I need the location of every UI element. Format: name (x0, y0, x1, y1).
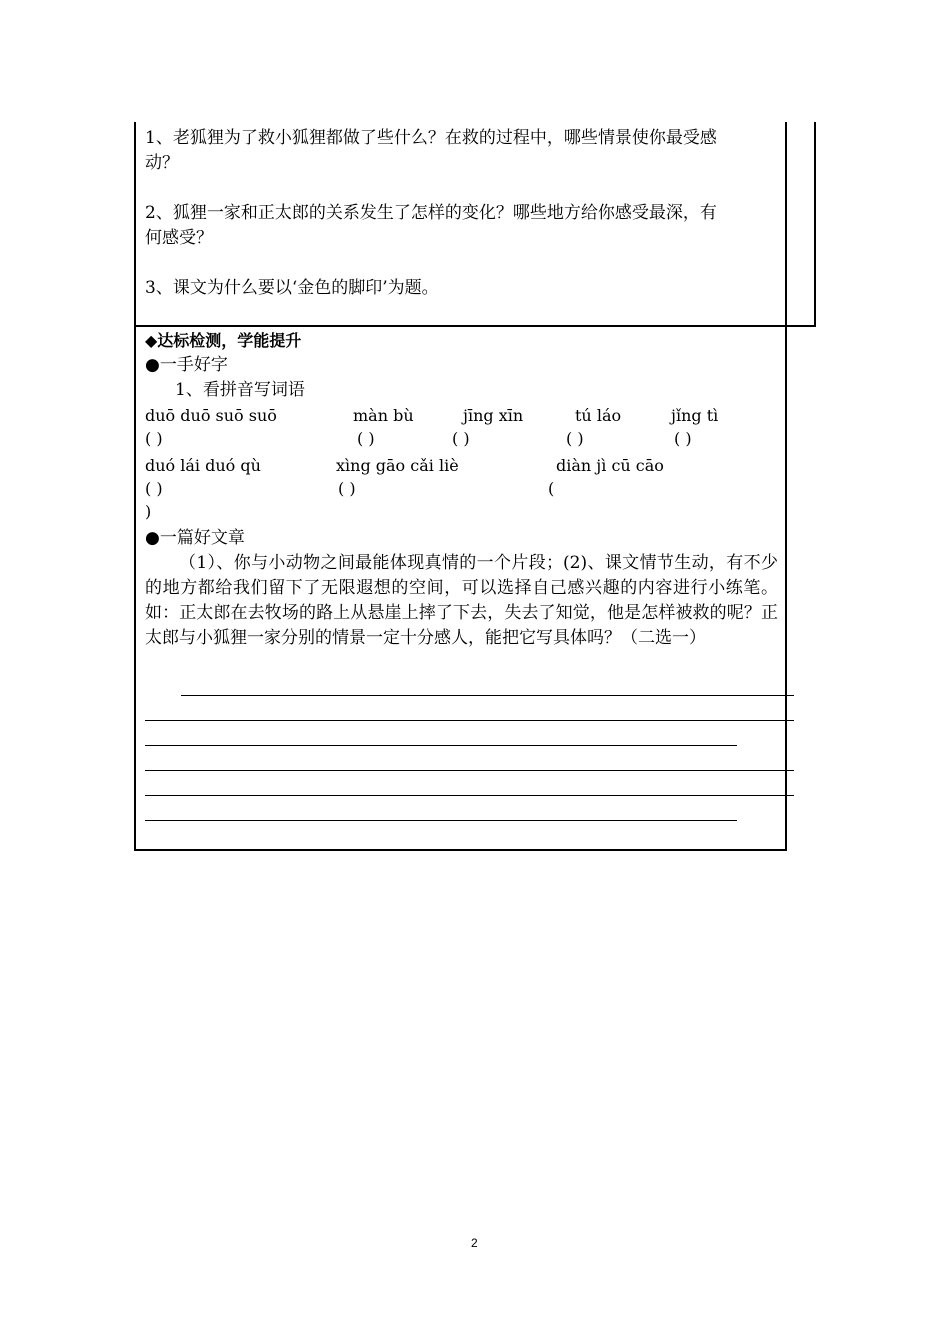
answer-blank[interactable]: ( ) (566, 429, 584, 448)
writing-line[interactable] (145, 770, 794, 771)
table-left-border-bottom (134, 325, 136, 851)
question-2-line-1: 2、狐狸一家和正太郎的关系发生了怎样的变化？哪些地方给你感受最深，有 (145, 203, 717, 223)
question-1-line-2: 动？ (145, 153, 179, 173)
writing-line[interactable] (145, 795, 794, 796)
question-2-line-2: 何感受？ (145, 228, 213, 248)
pinyin-word: diàn jì cū cāo (556, 456, 664, 475)
writing-line[interactable] (181, 695, 794, 696)
pinyin-word: duó lái duó qù (145, 456, 261, 475)
answer-blank[interactable]: ( ) (338, 479, 356, 498)
answer-blank[interactable]: ( ) (452, 429, 470, 448)
pinyin-word: tú láo (575, 406, 622, 425)
part1-task: 1、看拼音写词语 (175, 380, 305, 400)
answer-blank[interactable]: ( ) (145, 479, 163, 498)
table-bottom-border (134, 849, 787, 851)
part2-title: ●一篇好文章 (145, 528, 245, 548)
answer-blank[interactable]: ( ) (145, 429, 163, 448)
answer-blank[interactable]: ( ) (357, 429, 375, 448)
table-left-border-top (134, 122, 136, 327)
table-divider (134, 325, 816, 327)
pinyin-word: xìng gāo cǎi liè (336, 456, 459, 475)
writing-line[interactable] (145, 720, 794, 721)
table-outer-right-border (814, 122, 816, 327)
answer-blank-open[interactable]: ( (548, 479, 555, 498)
question-1-line-1: 1、老狐狸为了救小狐狸都做了些什么？在救的过程中，哪些情景使你最受感 (145, 128, 717, 148)
table-right-border-bottom (785, 325, 787, 851)
section-heading: ◆达标检测，学能提升 (145, 331, 302, 350)
part1-title: ●一手好字 (145, 355, 228, 375)
answer-blank[interactable]: ( ) (674, 429, 692, 448)
table-inner-right-border (785, 122, 787, 327)
page-number: 2 (471, 1236, 478, 1250)
writing-line[interactable] (145, 820, 737, 821)
question-3: 3、课文为什么要以‘金色的脚印’为题。 (145, 278, 439, 298)
answer-blank-close: ) (145, 502, 152, 521)
part2-text: （1）、你与小动物之间最能体现真情的一个片段；(2)、课文情节生动，有不少的地方都给我们留下了无限遐想的空间，可以选择自己感兴趣的内容进行小练笔。如：正太郎在去牧场的路上从悬崖上摔了下去，失去了知觉，他是怎样被救的呢？正太郎与小狐狸一家分别的情景一定十分感人，能把它写具体吗？（二选一） (145, 553, 778, 648)
pinyin-word: jīng xīn (463, 406, 524, 425)
pinyin-word: jǐng tì (671, 406, 719, 425)
pinyin-word: duō duō suō suō (145, 406, 277, 425)
writing-line[interactable] (145, 745, 737, 746)
pinyin-word: màn bù (353, 406, 414, 425)
